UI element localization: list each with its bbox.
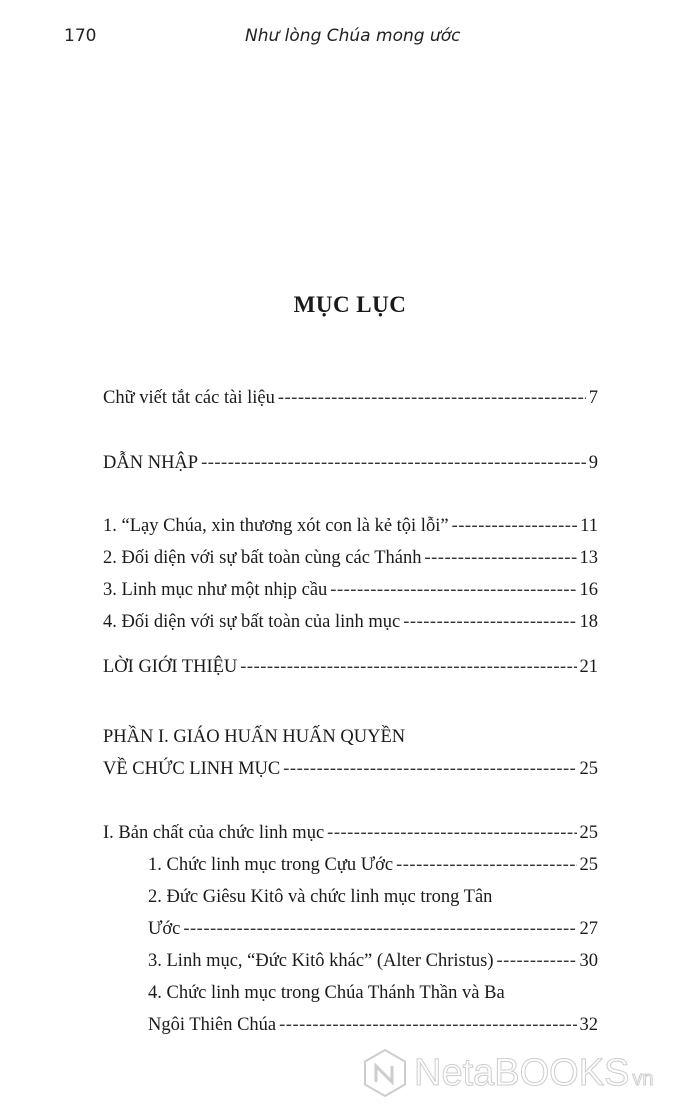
toc-entry bbox=[103, 516, 598, 544]
toc-entry bbox=[103, 548, 598, 576]
leader-dots bbox=[278, 388, 586, 409]
toc-entry-page: 11 bbox=[580, 516, 598, 536]
toc-entry-page: 25 bbox=[579, 855, 598, 875]
leader-dots bbox=[396, 855, 576, 876]
toc-entry-text: Ngôi Thiên Chúa bbox=[148, 1015, 277, 1035]
leader-dots bbox=[330, 580, 576, 601]
toc-entry-line1 bbox=[103, 727, 598, 755]
toc-entry-text: Chữ viết tắt các tài liệu bbox=[103, 388, 275, 408]
toc-entry bbox=[103, 453, 598, 481]
toc-entry-text: 2. Đức Giêsu Kitô và chức linh mục trong Tân bbox=[148, 887, 493, 907]
toc-entry-text: 2. Đối diện với sự bất toàn cùng các Thánh bbox=[103, 548, 422, 568]
leader-dots bbox=[283, 759, 576, 780]
toc-entry bbox=[103, 580, 598, 608]
toc-entry-page: 30 bbox=[579, 951, 598, 971]
toc-entry-text: 1. Chức linh mục trong Cựu Ước bbox=[148, 855, 394, 875]
toc-entry bbox=[103, 823, 598, 851]
toc-entry-text: PHẦN I. GIÁO HUẤN HUẤN QUYỀN bbox=[103, 727, 406, 747]
leader-dots bbox=[279, 1015, 576, 1036]
leader-dots bbox=[452, 516, 578, 537]
toc-entry bbox=[148, 1015, 598, 1043]
toc-entry bbox=[103, 612, 598, 640]
toc-entry bbox=[103, 759, 598, 787]
leader-dots bbox=[403, 612, 576, 633]
toc-entry bbox=[148, 919, 598, 947]
leader-dots bbox=[240, 657, 576, 678]
toc-entry-page: 13 bbox=[579, 548, 598, 568]
watermark-suffix: vn bbox=[632, 1067, 654, 1090]
toc-entry-text: Ước bbox=[148, 919, 181, 939]
toc-entry-line1 bbox=[148, 887, 598, 915]
toc-entry-text: I. Bản chất của chức linh mục bbox=[103, 823, 325, 843]
toc-entry-page: 25 bbox=[579, 759, 598, 779]
toc-entry bbox=[148, 855, 598, 883]
netabooks-watermark bbox=[362, 1048, 654, 1098]
leader-dots bbox=[201, 453, 586, 474]
toc-entry-text: VỀ CHỨC LINH MỤC bbox=[103, 759, 281, 779]
toc-entry-line1 bbox=[148, 983, 598, 1011]
netabooks-logo-icon bbox=[362, 1048, 408, 1098]
leader-dots bbox=[327, 823, 576, 844]
toc-entry bbox=[148, 951, 598, 979]
watermark-brand: NetaBOOKS bbox=[414, 1051, 630, 1094]
toc-entry-text: LỜI GIỚI THIỆU bbox=[103, 657, 238, 677]
toc-entry-text: DẪN NHẬP bbox=[103, 453, 199, 473]
toc-entry-text: 1. “Lạy Chúa, xin thương xót con là kẻ tội lỗi” bbox=[103, 516, 449, 536]
toc-entry-page: 21 bbox=[579, 657, 598, 677]
page-number: 170 bbox=[64, 26, 97, 46]
leader-dots bbox=[183, 919, 576, 940]
toc-entry-page: 9 bbox=[588, 453, 598, 473]
toc-entry-page: 7 bbox=[588, 388, 598, 408]
leader-dots bbox=[497, 951, 577, 972]
toc-entry-page: 27 bbox=[579, 919, 598, 939]
toc-entry-text: 4. Đối diện với sự bất toàn của linh mục bbox=[103, 612, 401, 632]
leader-dots bbox=[424, 548, 576, 569]
toc-title: MỤC LỤC bbox=[293, 292, 407, 317]
toc-entry bbox=[103, 657, 598, 685]
running-title: Như lòng Chúa mong ước bbox=[245, 26, 461, 46]
toc-entry-page: 18 bbox=[579, 612, 598, 632]
toc-entry-text: 4. Chức linh mục trong Chúa Thánh Thần và Ba bbox=[148, 983, 505, 1003]
toc-entry-text: 3. Linh mục như một nhịp cầu bbox=[103, 580, 328, 600]
toc-entry-page: 16 bbox=[579, 580, 598, 600]
toc-entry-page: 25 bbox=[579, 823, 598, 843]
toc-entry bbox=[103, 388, 598, 416]
toc-entry-text: 3. Linh mục, “Đức Kitô khác” (Alter Christus) bbox=[148, 951, 494, 971]
toc-entry-page: 32 bbox=[579, 1015, 598, 1035]
